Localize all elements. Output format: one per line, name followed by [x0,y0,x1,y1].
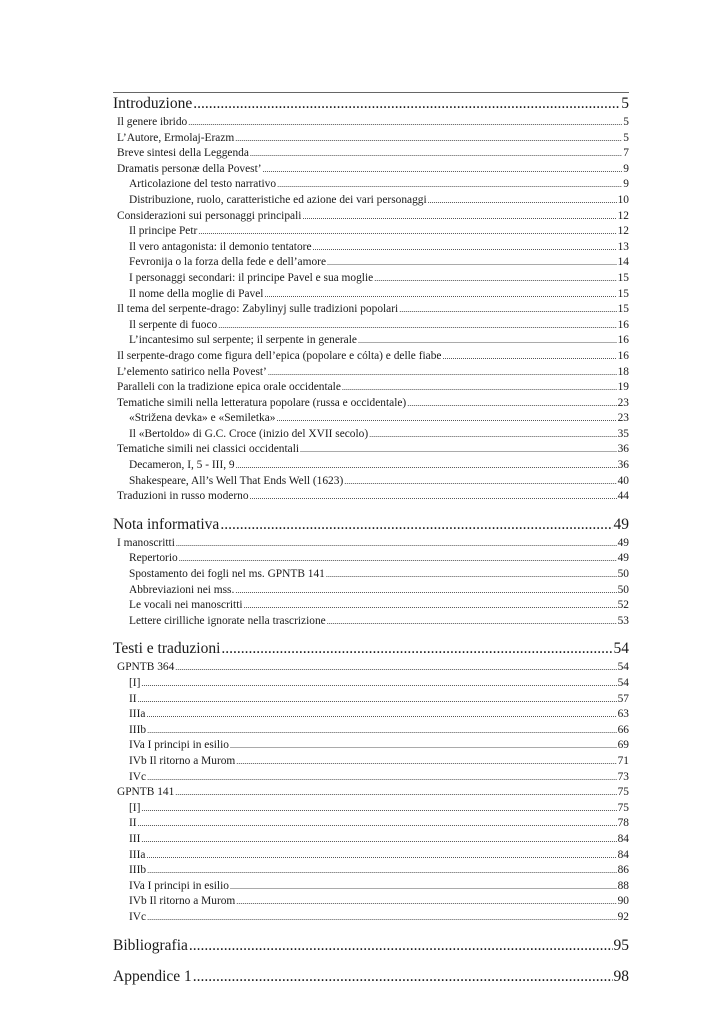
toc-entry-title: Decameron, I, 5 - III, 9 [129,459,235,472]
dot-leader [300,442,617,458]
toc-entry-title: IVc [129,770,147,783]
dot-leader [344,474,616,490]
toc-page-number: 88 [617,879,629,892]
toc-page-number: 54 [613,640,629,658]
toc-entry-title: Abbreviazioni nei mss. [129,583,235,596]
dot-leader [146,707,616,723]
toc-page-number: 75 [617,801,629,814]
toc-subentry [113,832,629,848]
toc-entry-title: Il nome della moglie di Pavel [129,287,264,300]
dot-leader [358,333,617,349]
toc-entry [113,115,629,131]
toc-entry-title: IVb Il ritorno a Murom [129,754,236,767]
toc-page-number: 7 [623,147,629,160]
toc-page-number: 98 [613,967,629,985]
dot-leader [235,583,616,599]
toc-page-number: 84 [617,848,629,861]
toc-entry-title: IIIa [129,848,146,861]
toc-subentry [113,474,629,490]
toc-subentry [113,879,629,895]
toc-subentry [113,598,629,614]
toc-subentry [113,271,629,287]
toc-entry-title: L’incantesimo sul serpente; il serpente in generale [129,334,357,347]
toc-entry-title: II [129,817,137,830]
toc-entry-title: Fevronija o la forza della fede e dell’amore [129,256,327,269]
toc-page-number: 9 [623,162,629,175]
toc-section-entry [113,514,629,536]
toc-page-number: 23 [617,412,629,425]
toc-entry-title: Il genere ibrido [117,116,188,128]
dot-leader [147,910,617,926]
toc-entry-title: [I] [129,677,141,689]
dot-leader [138,816,617,832]
dot-leader [236,894,616,910]
toc-page-number: 52 [617,599,629,612]
toc-subentry [113,427,629,443]
toc-entry-title: IVa I principi in esilio [129,739,229,752]
dot-leader [230,738,617,754]
toc-page-number: 12 [617,209,629,222]
dot-leader [218,318,616,334]
toc-entry-title: IVb Il ritorno a Murom [129,895,236,908]
toc-subentry [113,224,629,240]
toc-entry [113,785,629,801]
toc-entry-title: «Striženа devka» e «Semiletka» [129,412,276,425]
toc-subentry [113,863,629,879]
toc-entry-title: IVa I principi in esilio [129,879,229,892]
dot-leader [179,551,617,567]
toc-entry-title: Breve sintesi della Leggenda [117,147,249,160]
toc-page-number: 44 [617,490,629,503]
toc-page-number: 40 [617,474,629,487]
toc-entry-title: Traduzioni in russo moderno [117,490,249,503]
toc-page-number: 49 [613,515,629,533]
toc-entry-title: Nota informativa [113,515,220,533]
dot-leader [147,770,617,786]
toc-entry-title: Repertorio [129,552,178,565]
toc-entry-title: IIIa [129,708,146,721]
dot-leader [244,598,617,614]
toc-page-number: 35 [617,427,629,440]
toc-entry [113,380,629,396]
toc-entry-title: Tematiche simili nei classici occidentali [117,443,300,456]
toc-page-number: 75 [617,786,629,799]
toc-section-entry [113,935,629,957]
toc-subentry [113,614,629,630]
toc-subentry [113,333,629,349]
toc-entry-title: Spostamento dei fogli nel ms. GPNTB 141 [129,568,325,581]
toc-entry-title: Il «Bertoldo» di G.C. Croce (inizio del XVII secolo) [129,427,369,440]
toc-page-number: 15 [617,287,629,300]
toc-entry-title: Lettere cirilliche ignorate nella trascrizione [129,614,326,627]
toc-entry-title: Considerazioni sui personaggi principali [117,209,302,222]
toc-entry-title: I manoscritti [117,536,175,549]
dot-leader [230,879,617,895]
toc-page-number: 16 [617,334,629,347]
dot-leader [326,567,617,583]
toc-entry-title: GPNTB 141 [117,786,175,799]
dot-leader [442,349,616,365]
toc-page-number: 5 [623,116,629,128]
toc-entry-title: III [129,832,141,845]
toc-subentry [113,770,629,786]
toc-page-number: 73 [617,770,629,783]
toc-page-number: 13 [617,240,629,253]
toc-entry-title: Appendice 1 [113,967,192,985]
dot-leader [146,848,616,864]
dot-leader [175,660,616,676]
toc-page-number: 66 [617,723,629,736]
toc-entry-title: Il serpente-drago come figura dell’epica (popolare e cólta) e delle fiabe [117,349,442,362]
toc-entry [113,489,629,505]
dot-leader [189,935,613,957]
toc-entry-title: Il serpente di fuoco [129,318,218,331]
toc-entry-title: Distribuzione, ruolo, caratteristiche ed azione dei vari personaggi [129,193,427,206]
toc-subentry [113,318,629,334]
toc-entry [113,302,629,318]
toc-page-number: 49 [617,536,629,549]
toc-entry-title: [I] [129,801,141,814]
dot-leader [342,380,617,396]
toc-subentry [113,458,629,474]
toc-entry [113,536,629,552]
dot-leader [141,676,616,692]
toc-page-number: 54 [617,677,629,689]
dot-leader [176,536,617,552]
toc-entry-title: Shakespeare, All’s Well That Ends Well (1623) [129,474,344,487]
toc-page-number: 14 [617,256,629,269]
dot-leader [327,255,617,271]
dot-leader [235,131,622,147]
toc-subentry [113,894,629,910]
dot-leader [236,754,616,770]
dot-leader [250,146,622,162]
table-of-contents [113,92,629,988]
toc-section-entry [113,92,629,115]
toc-entry-title: IIIb [129,723,147,736]
dot-leader [399,302,616,318]
toc-subentry [113,583,629,599]
toc-entry-title: Testi e traduzioni [113,640,221,658]
toc-subentry [113,177,629,193]
toc-subentry [113,567,629,583]
toc-page-number: 57 [617,692,629,705]
dot-leader [277,177,622,193]
dot-leader [236,458,617,474]
toc-entry-title: Il tema del serpente-drago: Zabylinyj sulle tradizioni popolari [117,303,399,316]
toc-page-number: 50 [617,583,629,596]
dot-leader [198,224,616,240]
toc-subentry [113,411,629,427]
toc-subentry [113,738,629,754]
dot-leader [374,271,616,287]
toc-entry-title: Tematiche simili nella letteratura popolare (russa e occidentale) [117,396,407,409]
toc-entry-title: Il vero antagonista: il demonio tentatore [129,240,312,253]
toc-entry-title: L’elemento satirico nella Povest’ [117,365,267,378]
toc-page-number: 53 [617,614,629,627]
toc-entry [113,131,629,147]
toc-subentry [113,754,629,770]
dot-leader [268,365,617,381]
dot-leader [428,193,617,209]
toc-entry-title: L’Autore, Ermolaj-Erazm [117,131,235,144]
toc-page-number: 90 [617,895,629,908]
dot-leader [175,785,616,801]
toc-entry-title: Bibliografia [113,936,188,954]
toc-subentry [113,910,629,926]
toc-subentry [113,255,629,271]
toc-subentry [113,816,629,832]
toc-entry [113,209,629,225]
toc-subentry [113,801,629,817]
toc-entry [113,442,629,458]
toc-subentry [113,848,629,864]
dot-leader [147,863,617,879]
toc-page-number: 16 [617,318,629,331]
toc-page-number: 19 [617,381,629,394]
toc-entry [113,349,629,365]
toc-page-number: 12 [617,225,629,238]
toc-subentry [113,676,629,692]
dot-leader [407,396,616,412]
toc-page-number: 9 [623,178,629,191]
dot-leader [141,832,616,848]
toc-entry-title: IIIb [129,864,147,877]
toc-subentry [113,551,629,567]
toc-entry [113,660,629,676]
toc-page-number: 23 [617,396,629,409]
toc-section-entry [113,966,629,988]
toc-entry-title: Paralleli con la tradizione epica orale occidentale [117,381,341,394]
toc-page-number: 54 [617,661,629,674]
dot-leader [141,801,616,817]
toc-entry-title: IVc [129,910,147,923]
toc-subentry [113,287,629,303]
toc-page-number: 50 [617,568,629,581]
toc-page-number: 86 [617,864,629,877]
toc-subentry [113,692,629,708]
toc-subentry [113,193,629,209]
toc-entry [113,396,629,412]
toc-page-number: 5 [623,131,629,144]
toc-page-number: 5 [621,95,629,112]
toc-page-number: 71 [617,754,629,767]
toc-page-number: 15 [617,271,629,284]
toc-entry [113,146,629,162]
dot-leader [302,209,616,225]
toc-subentry [113,723,629,739]
toc-entry-title: Il principe Petr [129,225,198,238]
dot-leader [327,614,617,630]
toc-entry-title: II [129,692,137,705]
dot-leader [276,411,616,427]
toc-page-number: 18 [617,365,629,378]
toc-page-number: 84 [617,832,629,845]
dot-leader [138,692,617,708]
toc-page-number: 10 [617,193,629,206]
dot-leader [193,966,613,988]
toc-entry-title: Le vocali nei manoscritti [129,599,243,612]
dot-leader [147,723,617,739]
dot-leader [221,638,612,660]
toc-page-number: 95 [613,936,629,954]
toc-entry [113,365,629,381]
toc-page-number: 69 [617,739,629,752]
dot-leader [250,489,617,505]
toc-page-number: 36 [617,459,629,472]
toc-subentry [113,240,629,256]
dot-leader [193,93,620,115]
toc-page-number: 92 [617,910,629,923]
toc-page-number: 36 [617,443,629,456]
toc-page-number: 16 [617,349,629,362]
toc-entry-title: Dramatis personæ della Povest’ [117,162,262,175]
dot-leader [369,427,616,443]
toc-page-number: 78 [617,817,629,830]
toc-entry [113,162,629,178]
dot-leader [263,162,623,178]
dot-leader [313,240,617,256]
toc-subentry [113,707,629,723]
toc-entry-title: GPNTB 364 [117,661,175,674]
toc-entry-title: Introduzione [113,95,193,112]
toc-page-number: 15 [617,303,629,316]
toc-entry-title: I personaggi secondari: il principe Pavel e sua moglie [129,271,374,284]
dot-leader [264,287,616,303]
toc-section-entry [113,638,629,660]
toc-page-number: 49 [617,552,629,565]
dot-leader [188,115,622,131]
dot-leader [220,514,612,536]
toc-entry-title: Articolazione del testo narrativo [129,178,277,191]
toc-page-number: 63 [617,708,629,721]
